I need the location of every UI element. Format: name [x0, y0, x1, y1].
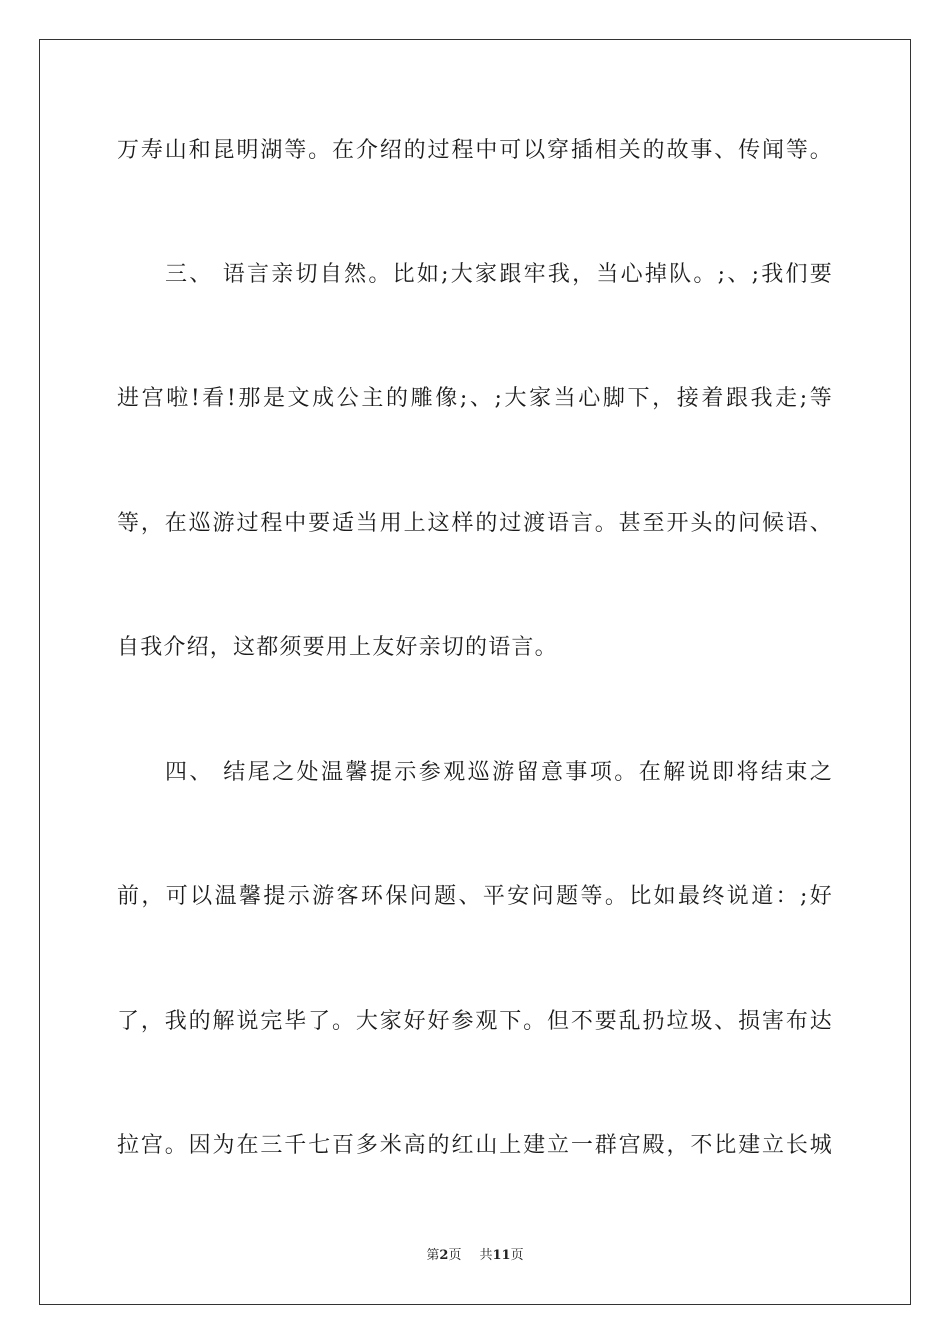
- total-suffix: 页: [510, 1248, 524, 1263]
- body-line-8: 了，我的解说完毕了。大家好好参观下。但不要乱扔垃圾、损害布达: [117, 1009, 833, 1034]
- body-line-5: 自我介绍，这都须要用上友好亲切的语言。: [117, 635, 558, 660]
- body-line-6: 四、 结尾之处温馨提示参观巡游留意事项。在解说即将结束之: [165, 760, 833, 785]
- total-prefix: 共: [479, 1248, 493, 1263]
- body-line-1: 万寿山和昆明湖等。在介绍的过程中可以穿插相关的故事、传闻等。: [117, 138, 833, 163]
- body-line-2: 三、 语言亲切自然。比如;大家跟牢我，当心掉队。;、;我们要: [165, 262, 833, 287]
- page-suffix: 页: [448, 1248, 462, 1263]
- page-prefix: 第: [426, 1248, 440, 1263]
- body-line-7: 前，可以温馨提示游客环保问题、平安问题等。比如最终说道：;好: [117, 884, 833, 909]
- total-page-number: 11: [492, 1248, 511, 1263]
- page-footer: [0, 1248, 950, 1264]
- page-border: [39, 39, 911, 1305]
- current-page-number: 2: [439, 1248, 449, 1263]
- body-line-3: 进宫啦!看!那是文成公主的雕像;、;大家当心脚下，接着跟我走;等: [117, 386, 833, 411]
- body-line-4: 等，在巡游过程中要适当用上这样的过渡语言。甚至开头的问候语、: [117, 511, 833, 536]
- body-line-9: 拉宫。因为在三千七百多米高的红山上建立一群宫殿，不比建立长城: [117, 1133, 833, 1158]
